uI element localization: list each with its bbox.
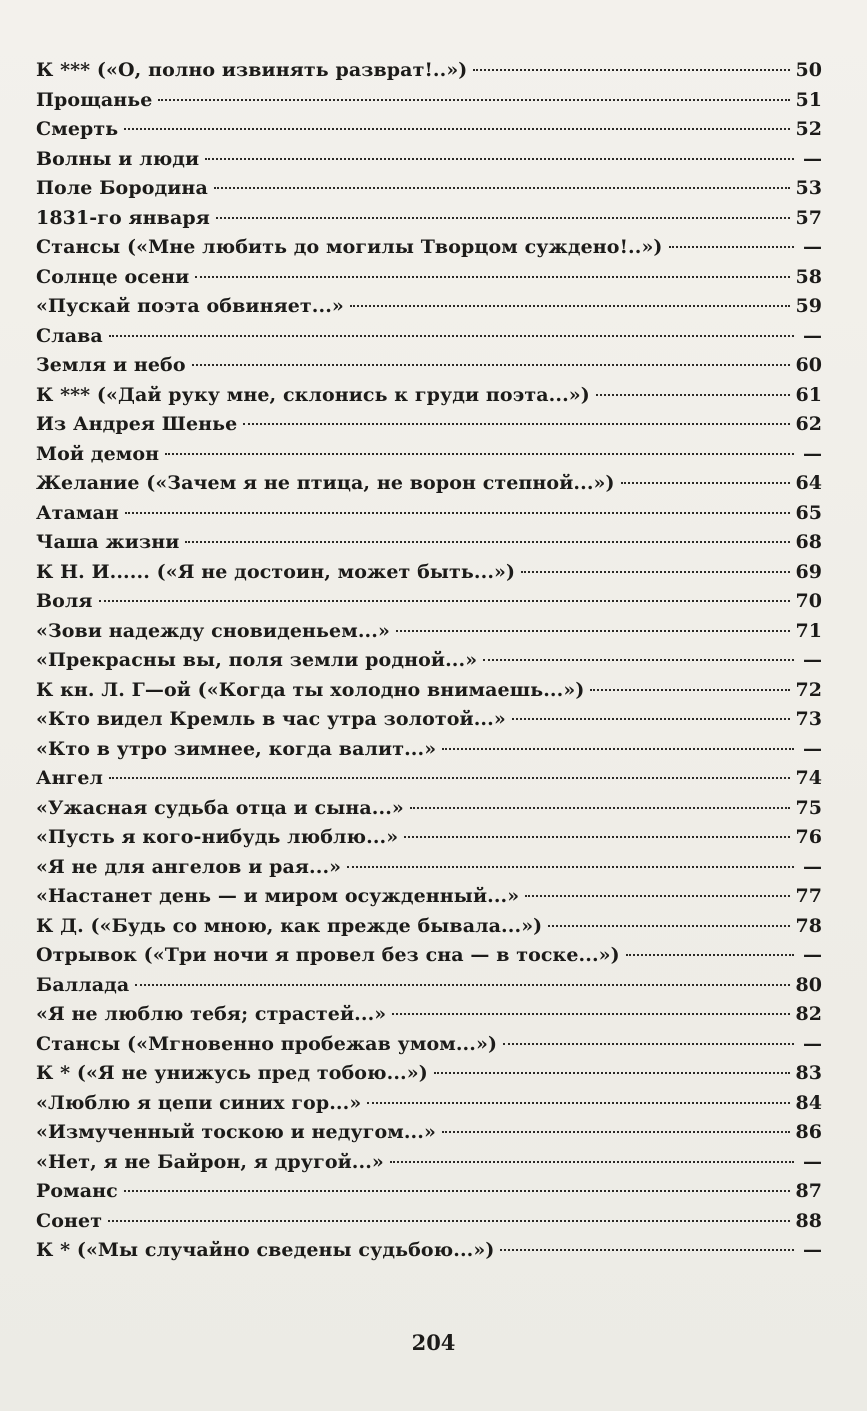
toc-entry-page: 87 <box>795 1180 822 1202</box>
toc-entry-page: 60 <box>795 354 822 376</box>
toc-entry <box>36 1089 822 1119</box>
toc-entry-title: Мой демон <box>36 442 160 465</box>
toc-entry-page: 86 <box>795 1121 822 1143</box>
toc-entry-page: — <box>803 649 822 671</box>
dot-leader <box>124 1190 790 1192</box>
toc-entry-title: «Пускай поэта обвиняет...» <box>36 295 344 317</box>
toc-entry <box>36 499 822 529</box>
dot-leader <box>473 69 789 71</box>
toc-entry-page: — <box>803 855 822 878</box>
toc-entry <box>36 912 822 942</box>
toc-entry <box>36 1059 822 1089</box>
dot-leader <box>483 659 794 661</box>
toc-entry-title: «Нет, я не Байрон, я другой...» <box>36 1150 384 1173</box>
toc-entry-title: «Зови надежду сновиденьем...» <box>36 619 390 642</box>
toc-entry-page: 74 <box>795 767 822 789</box>
toc-entry-page: — <box>803 147 822 170</box>
toc-entry-page: 62 <box>795 413 822 435</box>
dot-leader <box>392 1013 789 1015</box>
toc-entry <box>36 676 822 706</box>
toc-entry <box>36 941 822 971</box>
toc-entry-page: 68 <box>795 531 822 553</box>
toc-entry <box>36 971 822 1001</box>
toc-entry-page: 53 <box>795 177 822 199</box>
toc-entry <box>36 1177 822 1207</box>
dot-leader <box>626 954 794 956</box>
dot-leader <box>216 217 790 219</box>
toc-entry-title: «Ужасная судьба отца и сына...» <box>36 796 404 819</box>
dot-leader <box>195 276 789 278</box>
toc-entry-title: «Измученный тоскою и недугом...» <box>36 1121 436 1143</box>
toc-entry-title: К * («Мы случайно сведены судьбою...») <box>36 1239 495 1261</box>
toc-entry <box>36 381 822 411</box>
toc-entry <box>36 617 822 647</box>
toc-entry-title: Волны и люди <box>36 147 200 170</box>
dot-leader <box>442 748 794 750</box>
dot-leader <box>125 512 790 514</box>
toc-entry-title: «Кто в утро зимнее, когда валит...» <box>36 737 437 760</box>
toc-entry-page: 64 <box>795 472 822 494</box>
toc-entry-page: — <box>803 1032 822 1055</box>
toc-entry <box>36 440 822 470</box>
toc-entry-page: — <box>803 944 822 966</box>
toc-entry-title: Стансы («Мгновенно пробежав умом...») <box>36 1032 498 1055</box>
toc-entry-title: «Я не люблю тебя; страстей...» <box>36 1003 387 1025</box>
toc-entry <box>36 1207 822 1237</box>
toc-entry-page: 76 <box>795 826 822 848</box>
toc-entry-title: «Прекрасны вы, поля земли родной...» <box>36 649 478 671</box>
dot-leader <box>205 158 794 160</box>
toc-entry-title: Атаман <box>36 501 119 524</box>
toc-entry-title: Романс <box>36 1180 118 1202</box>
toc-entry-page: — <box>803 1150 822 1173</box>
dot-leader <box>243 423 789 425</box>
toc-entry-title: «Люблю я цепи синих гор...» <box>36 1091 362 1114</box>
dot-leader <box>500 1249 794 1251</box>
toc-entry <box>36 1148 822 1178</box>
toc-entry <box>36 322 822 352</box>
toc-entry <box>36 1236 822 1266</box>
toc-entry <box>36 528 822 558</box>
toc-entry-title: К *** («О, полно извинять разврат!..») <box>36 59 468 81</box>
toc-entry <box>36 115 822 145</box>
toc-entry-page: — <box>803 236 822 258</box>
dot-leader <box>669 246 794 248</box>
toc-entry-title: К *** («Дай руку мне, склонись к груди поэта...») <box>36 383 590 406</box>
dot-leader <box>390 1161 794 1163</box>
toc-entry-page: 65 <box>795 501 822 524</box>
toc-entry-title: «Кто видел Кремль в час утра золотой...» <box>36 708 506 730</box>
toc-entry-page: 75 <box>795 796 822 819</box>
toc-entry <box>36 233 822 263</box>
toc-entry <box>36 1030 822 1060</box>
toc-entry-title: Прощанье <box>36 88 153 111</box>
toc-entry-page: 69 <box>795 560 822 583</box>
toc-entry-title: Солнце осени <box>36 265 190 288</box>
toc-entry-title: Желание («Зачем я не птица, не ворон степной...») <box>36 472 615 494</box>
toc-entry <box>36 56 822 86</box>
toc-entry-page: — <box>803 442 822 465</box>
toc-entry-page: 58 <box>795 265 822 288</box>
toc-entry <box>36 145 822 175</box>
toc-entry-page: 73 <box>795 708 822 730</box>
toc-entry-title: Поле Бородина <box>36 177 208 199</box>
dot-leader <box>434 1072 790 1074</box>
dot-leader <box>512 718 790 720</box>
toc-entry-title: Сонет <box>36 1209 103 1232</box>
dot-leader <box>596 394 790 396</box>
toc-entry <box>36 410 822 440</box>
toc-entry-page: 84 <box>795 1091 822 1114</box>
toc-entry-page: 71 <box>795 619 822 642</box>
toc-entry-title: К Н. И...... («Я не достоин, может быть...») <box>36 560 516 583</box>
dot-leader <box>396 630 790 632</box>
toc-entry-page: 77 <box>795 885 822 907</box>
toc-entry-title: «Пусть я кого-нибудь люблю...» <box>36 826 399 848</box>
toc-entry-title: Стансы («Мне любить до могилы Творцом суждено!..») <box>36 236 663 258</box>
toc-entry-title: Ангел <box>36 767 104 789</box>
toc-entry <box>36 558 822 588</box>
toc-entry <box>36 705 822 735</box>
toc-entry <box>36 174 822 204</box>
toc-entry <box>36 587 822 617</box>
dot-leader <box>367 1102 789 1104</box>
toc-entry-page: 61 <box>795 383 822 406</box>
dot-leader <box>165 453 794 455</box>
toc-entry <box>36 764 822 794</box>
dot-leader <box>109 777 790 779</box>
dot-leader <box>442 1131 790 1133</box>
toc-entry <box>36 204 822 234</box>
toc-entry-title: «Я не для ангелов и рая...» <box>36 855 342 878</box>
toc-entry <box>36 263 822 293</box>
toc-entry-page: 78 <box>795 914 822 937</box>
toc-entry <box>36 292 822 322</box>
toc-entry-page: 70 <box>795 590 822 612</box>
toc-entry-title: К Д. («Будь со мною, как прежде бывала...») <box>36 914 543 937</box>
toc-entry <box>36 823 822 853</box>
dot-leader <box>108 1220 789 1222</box>
dot-leader <box>590 689 789 691</box>
dot-leader <box>410 807 790 809</box>
toc-entry <box>36 469 822 499</box>
toc-entry-page: 72 <box>795 678 822 701</box>
toc-entry <box>36 351 822 381</box>
toc-entry-title: «Настанет день — и миром осужденный...» <box>36 885 520 907</box>
dot-leader <box>158 99 789 101</box>
dot-leader <box>525 895 789 897</box>
toc-entry-title: К кн. Л. Г—ой («Когда ты холодно внимаешь...») <box>36 678 585 701</box>
toc-entry-title: Земля и небо <box>36 354 186 376</box>
toc-entry-title: Чаша жизни <box>36 531 180 553</box>
toc-entry-page: 83 <box>795 1062 822 1084</box>
dot-leader <box>621 482 790 484</box>
dot-leader <box>521 571 789 573</box>
toc-entry-title: К * («Я не унижусь пред тобою...») <box>36 1062 428 1084</box>
dot-leader <box>503 1043 794 1045</box>
toc-entry-page: 50 <box>795 59 822 81</box>
toc-entry <box>36 853 822 883</box>
toc-entry-title: Воля <box>36 590 93 612</box>
page-number: 204 <box>411 1330 456 1355</box>
dot-leader <box>99 600 790 602</box>
toc-entry-page: 51 <box>795 88 822 111</box>
toc-entry-page: 57 <box>795 206 822 229</box>
dot-leader <box>192 364 790 366</box>
dot-leader <box>185 541 789 543</box>
dot-leader <box>350 305 790 307</box>
toc-entry-title: Отрывок («Три ночи я провел без сна — в тоске...») <box>36 944 620 966</box>
toc-entry-title: Из Андрея Шенье <box>36 413 238 435</box>
dot-leader <box>548 925 789 927</box>
toc-entry-page: 52 <box>795 118 822 140</box>
toc-entry <box>36 646 822 676</box>
toc-entry <box>36 882 822 912</box>
dot-leader <box>124 128 789 130</box>
toc-entry-page: — <box>803 1239 822 1261</box>
dot-leader <box>404 836 789 838</box>
toc-entry <box>36 86 822 116</box>
toc-entry-page: — <box>803 324 822 347</box>
toc-entry-title: 1831-го января <box>36 206 210 229</box>
toc-entry-title: Смерть <box>36 118 119 140</box>
toc-entry-title: Слава <box>36 324 103 347</box>
toc-entry-page: 82 <box>795 1003 822 1025</box>
dot-leader <box>135 984 789 986</box>
dot-leader <box>347 866 794 868</box>
toc-entry <box>36 794 822 824</box>
dot-leader <box>109 335 794 337</box>
toc-entry <box>36 1118 822 1148</box>
toc-entry-page: 80 <box>795 973 822 996</box>
toc-entry-page: — <box>803 737 822 760</box>
dot-leader <box>214 187 790 189</box>
table-of-contents <box>36 56 822 1266</box>
toc-entry-page: 59 <box>795 295 822 317</box>
toc-entry <box>36 735 822 765</box>
toc-entry <box>36 1000 822 1030</box>
toc-entry-page: 88 <box>795 1209 822 1232</box>
toc-entry-title: Баллада <box>36 973 130 996</box>
